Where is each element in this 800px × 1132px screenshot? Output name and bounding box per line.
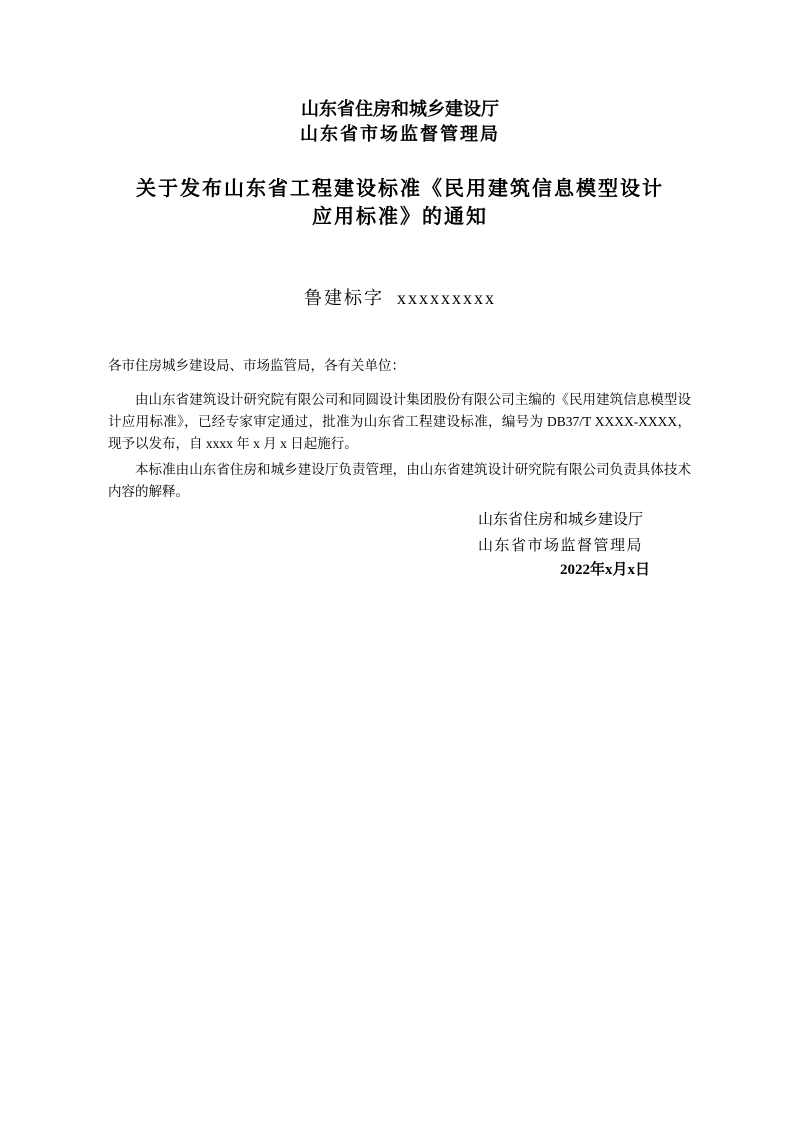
signature-issuer-1: 山东省住房和城乡建设厅: [478, 511, 644, 528]
notice-title-line-1: 关于发布山东省工程建设标准《民用建筑信息模型设计: [136, 178, 664, 200]
document-number: 鲁建标字 xxxxxxxxx: [304, 288, 496, 308]
notice-title-line-2: 应用标准》的通知: [312, 206, 488, 228]
signature-date: 2022年x月x日: [559, 562, 650, 578]
salutation: 各市住房城乡建设局、市场监管局，各有关单位：: [108, 358, 405, 373]
paragraph-management: 本标准由山东省住房和城乡建设厅负责管理，由山东省建筑设计研究院有限公司负责具体技术内容的解释。: [108, 462, 691, 499]
issuer-heading-1: 山东省住房和城乡建设厅: [301, 99, 499, 119]
signature-issuer-2: 山东省市场监督管理局: [478, 537, 644, 554]
issuer-heading-2: 山东省市场监督管理局: [300, 124, 500, 144]
paragraph-announcement: 由山东省建筑设计研究院有限公司和同圆设计集团股份有限公司主编的《民用建筑信息模型设计应用标准》，已经专家审定通过，批准为山东省工程建设标准，编号为 DB37/T XXXX-XXXX，现予以发布，自 xxxx 年 x 月 x 日起施行。: [108, 392, 691, 451]
